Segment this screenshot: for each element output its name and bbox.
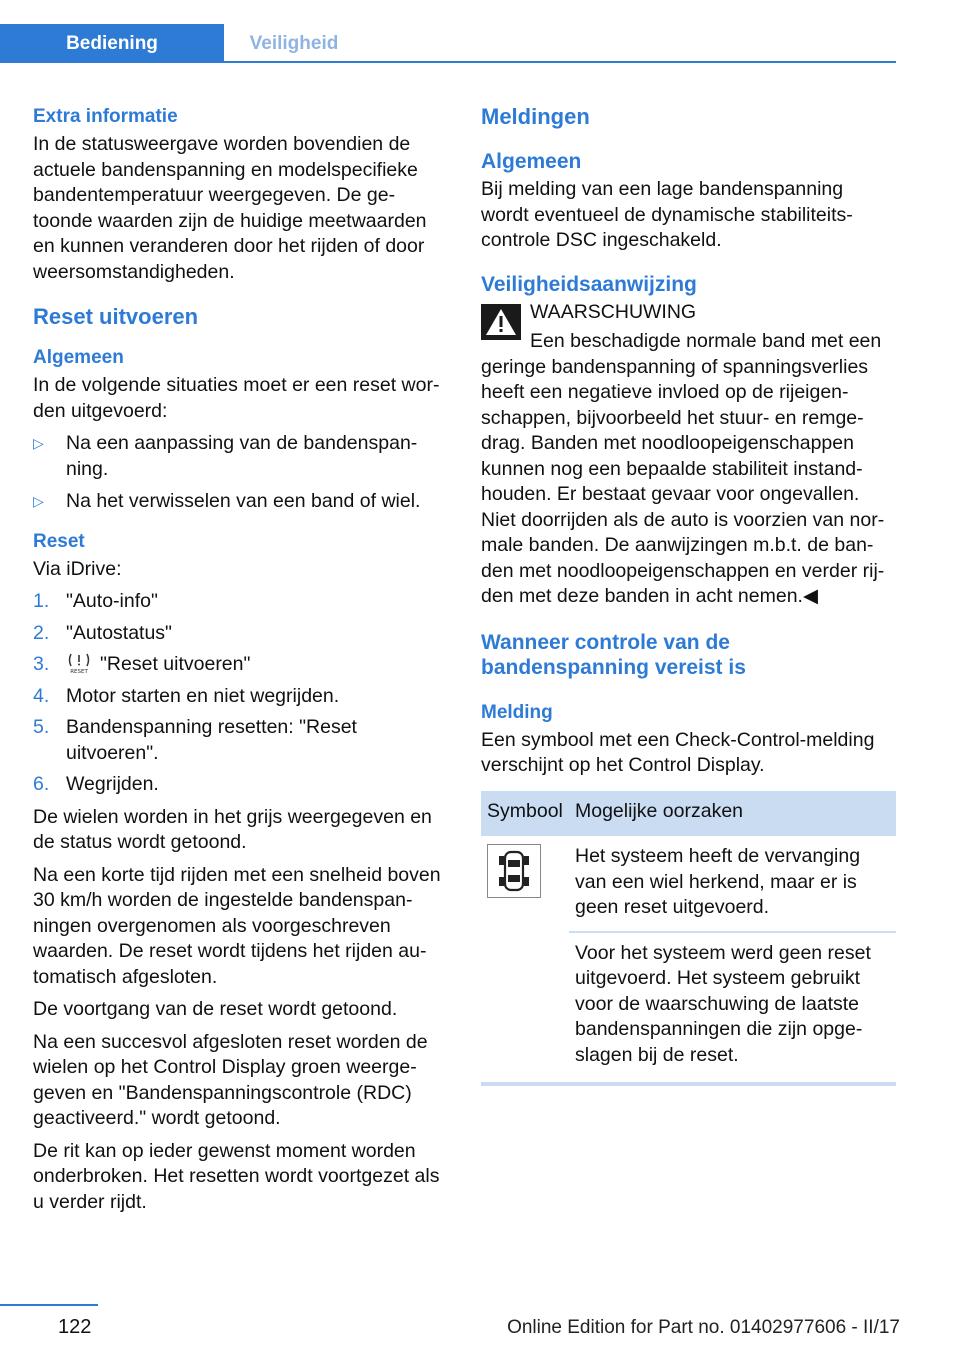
warning-triangle-icon [481,304,521,340]
svg-text:RESET: RESET [70,669,88,674]
list-item: 4. Motor starten en niet wegrijden. [33,684,340,707]
table-cell-symbol [481,836,569,932]
reset-heading: Reset uitvoeren [33,304,199,329]
para-short-drive: Na een korte tijd rijden met een snelheid boven 30 km/h worden de ingestelde bandenspanningen overgenomen als voorgeschreven waarden. De reset wordt tijdens het rijden automatisch afgesloten. [33,863,441,988]
list-item: 6. Wegrijden. [33,773,159,795]
list-item: 1. "Auto-info" [33,590,158,612]
table-row [481,932,896,1083]
tab-bediening[interactable]: Bediening [0,24,224,63]
footer-rule [0,1304,98,1306]
page-number: 122 [58,1316,92,1338]
list-item: 3. RESET "Reset uitvoeren" [33,653,251,675]
symbol-table [481,791,896,1083]
tab-veiligheid[interactable]: Veiligheid [249,32,339,54]
algemeen-text-right: Bij melding van een lage bandenspanning wordt eventueel de dynamische stabiliteitscontrole DSC ingeschakeld. [481,178,853,251]
page-header [0,0,960,64]
situation-list [33,431,448,515]
algemeen-text-left: In de volgende situaties moet er een reset worden uitgevoerd: [33,374,440,422]
list-item: 5. Bandenspanning resetten: "Reset uitvoeren". [33,716,357,764]
table-cell-cause: Voor het systeem werd geen reset uitgevoerd. Het systeem gebruikt voor de waarschuwing de laatste bandenspanningen die zijn opgeslagen bij de reset. [569,932,896,1083]
table-row [481,836,896,932]
tire-pressure-car-icon [487,844,541,898]
extra-heading: Extra informatie [33,106,178,127]
para-wheels-grey: De wielen worden in het grijs weergegeven en de status wordt getoond. [33,805,432,853]
melding-text: Een symbool met een Check-Control-melding verschijnt op het Control Display. [481,728,875,776]
melding-heading: Melding [481,701,553,723]
reset-sub-heading: Reset [33,530,85,552]
table-header-symbol: Symbool [481,791,569,837]
list-item: ▷ Na het verwisselen van een band of wiel. [33,489,448,515]
tire-reset-icon [66,652,92,674]
para-success: Na een succesvol afgesloten reset worden de wielen op het Control Display groen weergegeven en "Bandenspanningscontrole (RDC) geactiveerd." wordt getoond. [33,1030,428,1129]
algemeen-heading-left: Algemeen [33,347,124,368]
para-interrupt: De rit kan op ieder gewenst moment worden onderbroken. Het resetten wordt voortgezet als u verder rijdt. [33,1139,440,1213]
triangle-bullet-icon: ▷ [33,435,44,451]
algemeen-heading-right: Algemeen [481,150,582,173]
triangle-bullet-icon: ▷ [33,493,44,509]
left-column [33,100,448,1222]
via-text: Via iDrive: [33,557,122,580]
table-bottom-rule [481,1082,896,1086]
warning-title: WAARSCHUWING [530,300,697,323]
table-header-causes: Mogelijke oorzaken [569,791,896,837]
right-column [481,100,896,1086]
table-header-row [481,791,896,837]
table-cell-cause: Het systeem heeft de vervanging van een wiel herkend, maar er is geen reset uitgevoerd. [575,845,861,918]
para-progress: De voortgang van de reset wordt getoond. [33,998,398,1020]
table-cell-symbol-empty [481,932,569,1083]
meldingen-heading: Meldingen [481,104,590,129]
warning-block [481,300,896,610]
reset-steps [33,589,448,798]
header-rule [0,61,896,63]
warning-text: Een beschadigde normale band met een geringe bandenspanning of spanningsverlies heeft een negatieve invloed op de rijeigenschappen, bijvoorbeeld het stuur- en remgedrag. Banden met noodloopeigenschappen kunnen nog een bepaalde stabiliteit instandhouden. Er bestaat gevaar voor ongevallen. Niet doorrijden als de auto is voorzien van normale banden. De aanwijzingen m.b.t. de banden met noodloopeigenschappen en verder rijden met deze banden in acht nemen.◀ [481,330,885,607]
wanneer-heading: Wanneer controle van de bandenspanning vereist is [481,630,746,679]
edition-note: Online Edition for Part no. 01402977606 - II/17 [507,1317,900,1338]
list-item: ▷ Na een aanpassing van de bandenspanning. [33,432,418,480]
veiligheid-heading: Veiligheidsaanwijzing [481,272,697,296]
list-item: 2. "Autostatus" [33,621,172,644]
extra-text: In de statusweergave worden bovendien de actuele bandenspanning en modelspecifieke bandentemperatuur weergegeven. De getoonde waarden zijn de huidige meetwaarden en kunnen veranderen door het rijden of door weersomstandigheden. [33,133,427,283]
